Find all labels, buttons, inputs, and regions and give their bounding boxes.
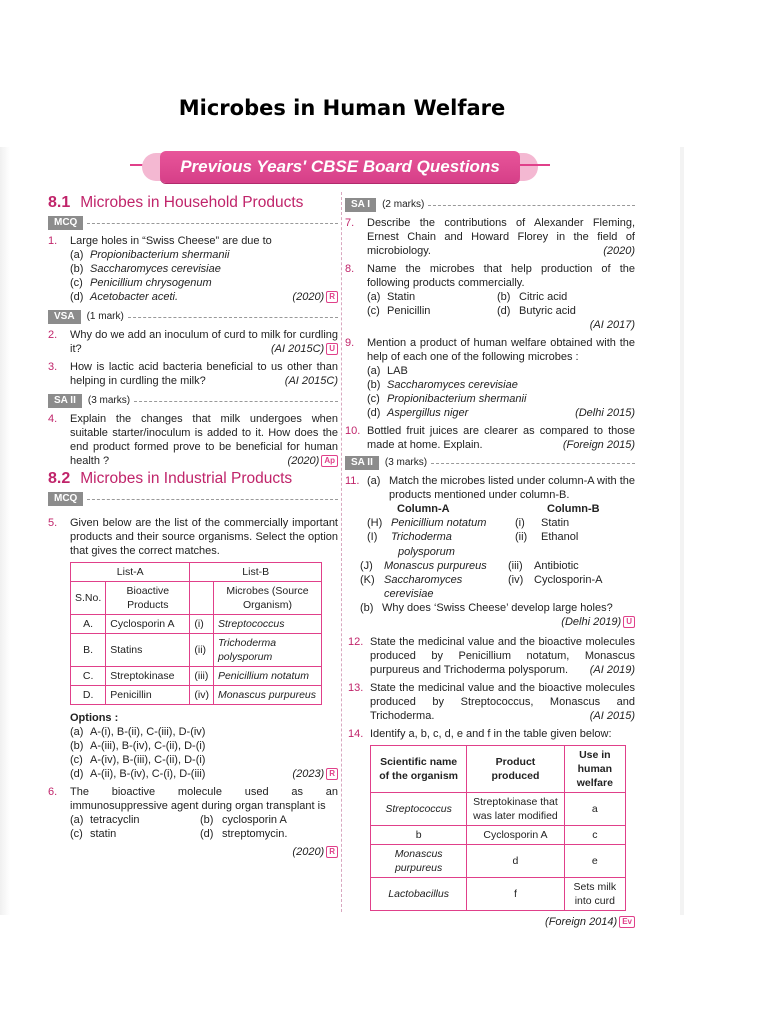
option-letter: (b) (70, 740, 84, 752)
section-title: Microbes in Household Products (80, 194, 304, 211)
option-text: Propionibacterium shermanii (387, 393, 527, 405)
scan-edge-right (680, 147, 684, 915)
question-10 (345, 424, 635, 452)
option-letter: (c) (70, 754, 83, 766)
question-source: (AI 2015) (589, 710, 635, 722)
option-list (367, 364, 635, 420)
option-letter: (d) (70, 291, 84, 303)
option-grid (367, 290, 635, 318)
match-item: Ethanol (541, 531, 579, 543)
table-header: Microbes (Source Organism) (213, 582, 321, 615)
table-cell: (ii) (190, 634, 214, 667)
option-letter: (b) (497, 291, 511, 303)
table-cell: Lactobacillus (371, 878, 467, 911)
question-text: Large holes in “Swiss Cheese” are due to (70, 235, 272, 247)
question-text: Name the microbes that help production of the following products commercially. (367, 263, 635, 289)
option-letter: (c) (70, 828, 83, 840)
option-letter: (b) (200, 814, 214, 826)
tag-label: MCQ (48, 216, 83, 230)
question-4 (48, 412, 338, 468)
table-row (71, 615, 322, 634)
table-cell: (iii) (190, 667, 214, 686)
table-cell: B. (71, 634, 106, 667)
question-source: (AI 2019) (589, 664, 635, 676)
question-11 (345, 474, 635, 544)
question-source: (2020) (292, 846, 325, 858)
question-number: 11. (345, 475, 360, 487)
option-letter: (b) (367, 379, 381, 391)
table-cell: Streptococcus (213, 615, 321, 634)
table-header: List-A (71, 563, 190, 582)
match-rows (360, 559, 635, 601)
table-cell: D. (71, 686, 106, 705)
question-14 (348, 727, 635, 929)
table-row (371, 826, 626, 845)
tag-rule (87, 499, 338, 500)
table-row (371, 878, 626, 911)
option-letter: (a) (70, 726, 84, 738)
table-row (71, 634, 322, 667)
option-letter: (d) (367, 407, 381, 419)
options-label: Options : (70, 712, 119, 724)
question-text: State the medicinal value and the bioactive molecules produced by Penicillium notatum, Monascus purpureus and Trichoderma polysporum. (370, 636, 635, 676)
table-header: Bioactive Products (106, 582, 190, 615)
section-banner (130, 149, 550, 185)
table-row (371, 845, 626, 878)
option-list (70, 725, 338, 781)
question-number: 9. (345, 337, 355, 349)
table-cell: Cyclosporin A (106, 615, 190, 634)
question-number: 10. (345, 425, 361, 437)
question-source: (Foreign 2015) (562, 439, 635, 451)
option-letter: (a) (70, 249, 84, 261)
option-letter: (a) (367, 365, 381, 377)
option-text: cyclosporin A (222, 814, 287, 826)
question-text: State the medicinal value and the bioactive molecules produced by Streptococcus, Monascus and Trichoderma. (370, 682, 635, 722)
table-cell: Cyclosporin A (467, 826, 564, 845)
tag-label: VSA (48, 310, 81, 324)
difficulty-badge: U (326, 343, 338, 355)
question-9 (345, 336, 635, 420)
question-text: Mention a product of human welfare obtained with the help of each one of the following microbes : (367, 337, 635, 363)
tag-label: MCQ (48, 492, 83, 506)
match-key: (K) (360, 574, 375, 586)
tag-label: SA I (345, 198, 376, 212)
section-title: Microbes in Industrial Products (80, 470, 293, 487)
question-text: Why does ‘Swiss Cheese’ develop large holes? (382, 602, 613, 614)
question-number: 8. (345, 263, 355, 275)
table-header: List-B (190, 563, 322, 582)
tag-marks: (3 marks) (384, 457, 428, 468)
question-number: 12. (348, 636, 364, 648)
question-number: 4. (48, 413, 58, 425)
question-text: Explain the changes that milk undergoes when suitable starter/inoculum is added to it. How does the end product formed prove to be beneficial for human health ? (70, 413, 338, 467)
match-key: (iii) (508, 560, 523, 572)
match-key: (i) (515, 517, 525, 529)
question-text: Match the microbes listed under column-A with the products mentioned under column-B. (389, 475, 635, 501)
table-cell: Penicillium notatum (213, 667, 321, 686)
table-row (71, 667, 322, 686)
part-label: (a) (367, 475, 381, 487)
part-label: (b) (360, 602, 374, 614)
tag-rule (428, 205, 635, 206)
question-source: (Delhi 2015) (575, 407, 635, 419)
match-key: (I) (367, 531, 378, 543)
section-number: 8.2 (48, 470, 71, 487)
option-list (70, 248, 338, 304)
tag-rule (87, 223, 338, 224)
table-cell: Penicillin (106, 686, 190, 705)
option-letter: (c) (70, 277, 83, 289)
difficulty-badge: R (326, 768, 338, 780)
table-header: Use in human welfare (564, 746, 625, 793)
option-text: streptomycin. (222, 828, 288, 840)
tag-rule (134, 401, 338, 402)
question-source: (AI 2015C) (271, 343, 325, 355)
difficulty-badge: R (326, 291, 338, 303)
table-header: S.No. (71, 582, 106, 615)
question-13 (348, 681, 635, 723)
question-text: Identify a, b, c, d, e and f in the table given below: (370, 728, 612, 740)
banner-line-right (520, 164, 550, 166)
tag-label: SA II (345, 456, 379, 470)
banner-text: Previous Years' CBSE Board Questions (160, 151, 520, 183)
difficulty-badge: Ap (321, 455, 338, 467)
option-text: Saccharomyces cerevisiae (387, 379, 518, 391)
scanned-page (0, 147, 684, 928)
option-letter: (a) (70, 814, 84, 826)
question-number: 13. (348, 682, 364, 694)
match-item: Penicillium notatum (391, 517, 487, 529)
question-number: 2. (48, 329, 58, 341)
question-source: (AI 2017) (589, 319, 635, 331)
section-number: 8.1 (48, 194, 71, 211)
question-12 (348, 635, 635, 677)
question-number: 1. (48, 235, 58, 247)
option-text: Propionibacterium shermanii (90, 249, 230, 261)
table-cell: C. (71, 667, 106, 686)
option-letter: (d) (200, 828, 214, 840)
table-cell: e (564, 845, 625, 878)
section-heading (48, 472, 338, 486)
match-key: (J) (360, 560, 373, 572)
table-cell: A. (71, 615, 106, 634)
option-text: Citric acid (519, 291, 568, 303)
match-item: Cyclosporin-A (534, 574, 603, 586)
option-grid (70, 813, 338, 841)
option-text: Acetobacter aceti. (90, 291, 179, 303)
table-cell: Statins (106, 634, 190, 667)
option-text: Penicillin (387, 305, 431, 317)
table-row (371, 793, 626, 826)
question-number: 7. (345, 217, 355, 229)
section-heading (48, 196, 338, 210)
table-header: Scientific name of the organism (371, 746, 467, 793)
option-letter: (d) (70, 768, 84, 780)
option-text: Statin (387, 291, 416, 303)
table-cell: Sets milk into curd (564, 878, 625, 911)
question-text: The bioactive molecule used as an immunosuppressive agent during organ transplant is (70, 786, 338, 812)
match-item: Saccharomyces cerevisiae (384, 574, 463, 600)
question-source: (Foreign 2014) (545, 916, 618, 928)
question-source: (2020) (292, 291, 325, 303)
question-text: How is lactic acid bacteria beneficial to us other than helping in curdling the milk? (70, 361, 338, 387)
question-text: Why do we add an inoculum of curd to milk for curdling it? (70, 329, 338, 355)
question-number: 14. (348, 728, 364, 740)
question-source: (2020) (603, 245, 635, 257)
table-cell: Monascus purpureus (371, 845, 467, 878)
question-5 (48, 516, 338, 781)
question-text: Describe the contributions of Alexander Fleming, Ernest Chain and Howard Florey in the field of microbiology. (367, 217, 635, 257)
option-text: Aspergillus niger (387, 407, 469, 419)
match-item: Monascus purpureus (384, 560, 487, 572)
option-text: A-(i), B-(ii), C-(iii), D-(iv) (90, 726, 206, 738)
column-headers (367, 502, 635, 516)
table-cell: f (467, 878, 564, 911)
tag-marks: (2 marks) (382, 199, 425, 210)
question-number: 6. (48, 786, 58, 798)
question-type-tag (48, 216, 338, 230)
match-item: polysporum (398, 546, 455, 558)
match-item: Antibiotic (534, 560, 579, 572)
difficulty-badge: Ev (619, 916, 635, 928)
scan-edge-left (0, 147, 10, 915)
table-row (71, 686, 322, 705)
question-source: (2023) (292, 768, 325, 780)
tag-label: SA II (48, 394, 82, 408)
question-text: Given below are the list of the commercially important products and their source organisms. Select the option that gives the correct matches. (70, 517, 338, 557)
question-source: (2020) (287, 455, 320, 467)
option-letter: (b) (70, 263, 84, 275)
question-type-tag (48, 310, 338, 324)
question-text: Bottled fruit juices are clearer as compared to those made at home. Explain. (367, 425, 635, 451)
table-cell: Streptokinase that was later modified (467, 793, 564, 826)
table-header: Product produced (467, 746, 564, 793)
tag-rule (128, 317, 338, 318)
question-type-tag (345, 198, 635, 212)
question-type-tag (48, 394, 338, 408)
match-key: (ii) (515, 531, 528, 543)
table-cell: (iv) (190, 686, 214, 705)
question-1 (48, 234, 338, 304)
table-cell: Monascus purpureus (213, 686, 321, 705)
option-letter: (d) (497, 305, 511, 317)
match-item: Trichoderma (391, 531, 452, 543)
option-text: Saccharomyces cerevisiae (90, 263, 221, 275)
match-key: (iv) (508, 574, 524, 586)
table-cell: c (564, 826, 625, 845)
tag-marks: (1 mark) (86, 311, 124, 322)
column-a-header: Column-A (397, 503, 450, 515)
match-key: (H) (367, 517, 383, 529)
option-text: Penicillium chrysogenum (90, 277, 212, 289)
tag-marks: (3 marks) (87, 395, 131, 406)
column-b-header: Column-B (547, 503, 600, 515)
table-cell: b (371, 826, 467, 845)
right-column (345, 192, 635, 548)
question-7 (345, 216, 635, 258)
option-letter: (c) (367, 393, 380, 405)
question-3 (48, 360, 338, 388)
left-column (48, 192, 338, 863)
tag-rule (431, 463, 635, 464)
question-2 (48, 328, 338, 356)
question-8 (345, 262, 635, 332)
match-table (70, 562, 322, 705)
match-rows (367, 516, 635, 544)
identify-table (370, 745, 626, 911)
right-column-continued (348, 545, 635, 933)
table-cell: (i) (190, 615, 214, 634)
table-cell: Streptococcus (371, 793, 467, 826)
option-text: A-(ii), B-(iv), C-(i), D-(iii) (90, 768, 206, 780)
page-title: Microbes in Human Welfare (178, 96, 506, 120)
option-text: A-(iv), B-(iii), C-(ii), D-(i) (90, 754, 206, 766)
question-number: 5. (48, 517, 58, 529)
option-letter: (c) (367, 305, 380, 317)
table-cell: a (564, 793, 625, 826)
question-source: (AI 2015C) (284, 375, 338, 387)
match-item: Statin (541, 517, 570, 529)
difficulty-badge: R (326, 846, 338, 858)
option-text: A-(iii), B-(iv), C-(ii), D-(i) (90, 740, 206, 752)
question-number: 3. (48, 361, 58, 373)
option-text: Butyric acid (519, 305, 576, 317)
table-cell: d (467, 845, 564, 878)
question-source: (Delhi 2019) (561, 616, 622, 628)
difficulty-badge: U (623, 616, 635, 628)
table-cell: Trichoderma polysporum (213, 634, 321, 667)
option-letter: (a) (367, 291, 381, 303)
question-6 (48, 785, 338, 859)
option-text: statin (90, 828, 117, 840)
table-cell: Streptokinase (106, 667, 190, 686)
question-type-tag (48, 492, 338, 506)
option-text: LAB (387, 365, 408, 377)
option-text: tetracyclin (90, 814, 140, 826)
question-type-tag (345, 456, 635, 470)
